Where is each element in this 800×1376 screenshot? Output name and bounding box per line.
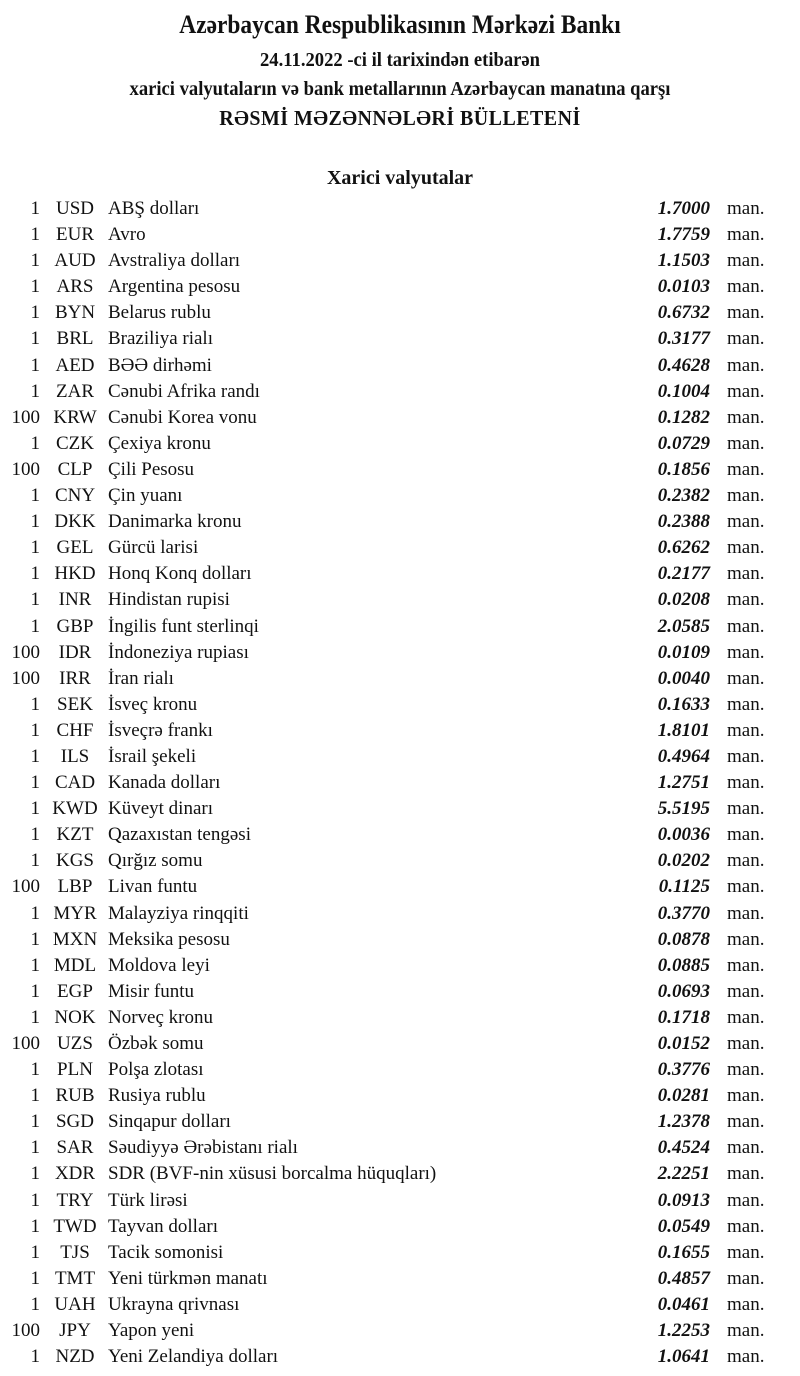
currency-code: TMT	[54, 1267, 96, 1289]
bank-title: Azərbaycan Respublikasının Mərkəzi Bankı	[179, 10, 621, 39]
currency-name: Çexiya kronu	[108, 432, 211, 454]
currency-quantity: 100	[11, 406, 40, 428]
currency-quantity: 1	[30, 224, 40, 246]
currency-rate: 0.0281	[657, 1085, 710, 1107]
currency-name: Yeni Zelandiya dolları	[108, 1346, 279, 1368]
currency-rate: 0.0208	[657, 589, 710, 611]
currency-quantity: 1	[30, 537, 40, 559]
currency-name: Malayziya rinqqiti	[108, 902, 249, 924]
currency-quantity: 1	[30, 1085, 40, 1107]
currency-row-brl	[0, 326, 800, 352]
currency-name: Çili Pesosu	[108, 458, 195, 480]
currency-quantity: 1	[30, 1059, 40, 1081]
currency-rate: 0.4964	[657, 745, 710, 767]
currency-rate: 0.0202	[657, 850, 710, 872]
currency-quantity: 1	[30, 1163, 40, 1185]
currency-row-pln	[0, 1057, 800, 1083]
currency-name: Rusiya rublu	[108, 1085, 206, 1107]
currency-name: Hindistan rupisi	[108, 589, 230, 611]
currency-row-tmt	[0, 1266, 800, 1292]
currency-row-krw	[0, 405, 800, 431]
currency-quantity: 1	[30, 745, 40, 767]
currency-code: SAR	[56, 1137, 94, 1159]
currency-rate: 0.3177	[657, 328, 710, 350]
currency-row-chf	[0, 718, 800, 744]
currency-name: Livan funtu	[108, 876, 198, 898]
subject-line: xarici valyutaların və bank metallarının Azərbaycan manatına qarşı	[129, 78, 671, 100]
currency-code: SGD	[55, 1111, 94, 1133]
rate-unit-label: man.	[727, 850, 765, 872]
rate-unit-label: man.	[727, 380, 765, 402]
currency-quantity: 1	[30, 432, 40, 454]
currency-name: Türk lirəsi	[108, 1189, 188, 1211]
currency-row-kgs	[0, 848, 800, 874]
currency-row-eur	[0, 222, 800, 248]
currency-quantity: 1	[30, 589, 40, 611]
currency-row-mdl	[0, 953, 800, 979]
currency-code: IRR	[59, 667, 91, 689]
currency-row-myr	[0, 901, 800, 927]
rate-unit-label: man.	[727, 1033, 765, 1054]
currency-quantity: 100	[11, 1033, 40, 1054]
rate-unit-label: man.	[727, 615, 765, 637]
currency-name: ABŞ dolları	[108, 198, 200, 219]
currency-code: PLN	[57, 1059, 93, 1081]
currency-rate: 1.0641	[657, 1346, 710, 1368]
currency-rate: 5.5195	[657, 798, 710, 820]
currency-rate: 0.0109	[657, 641, 710, 663]
currency-row-sgd	[0, 1109, 800, 1135]
currency-name: Moldova leyi	[108, 954, 210, 976]
currency-code: GBP	[56, 615, 94, 637]
currency-code: KRW	[53, 406, 97, 428]
rate-unit-label: man.	[727, 485, 765, 507]
currency-row-cny	[0, 483, 800, 509]
currency-quantity: 1	[30, 1293, 40, 1315]
currency-name: Ukrayna qrivnası	[108, 1293, 240, 1315]
currency-rate: 0.0152	[657, 1033, 710, 1054]
rate-unit-label: man.	[727, 1267, 765, 1289]
currency-rate: 1.7759	[657, 224, 710, 246]
currency-name: İngilis funt sterlinqi	[108, 615, 259, 637]
currency-name: Qırğız somu	[108, 850, 203, 872]
currency-rate: 0.2388	[657, 511, 710, 533]
currency-name: SDR (BVF-nin xüsusi borcalma hüquqları)	[108, 1163, 437, 1185]
currency-quantity: 1	[30, 1006, 40, 1028]
currency-quantity: 1	[30, 693, 40, 715]
currency-quantity: 1	[30, 824, 40, 846]
rate-unit-label: man.	[727, 1189, 765, 1211]
currency-rate: 0.0103	[657, 276, 710, 298]
rate-unit-label: man.	[727, 719, 765, 741]
rate-unit-label: man.	[727, 798, 765, 820]
currency-quantity: 1	[30, 772, 40, 794]
currency-quantity: 1	[30, 380, 40, 402]
currency-rate: 0.0885	[657, 954, 710, 976]
rate-unit-label: man.	[727, 902, 765, 924]
currency-rate: 0.0913	[657, 1189, 710, 1211]
rate-unit-label: man.	[727, 537, 765, 559]
currency-code: ARS	[56, 276, 94, 298]
currency-row-hkd	[0, 561, 800, 587]
currency-row-xdr	[0, 1161, 800, 1187]
currency-quantity: 1	[30, 1137, 40, 1159]
rate-unit-label: man.	[727, 1111, 765, 1133]
currency-name: Gürcü larisi	[108, 537, 199, 559]
currency-name: Küveyt dinarı	[108, 798, 214, 820]
currency-row-ils	[0, 744, 800, 770]
currency-name: Braziliya rialı	[108, 328, 213, 350]
currency-row-try	[0, 1188, 800, 1214]
rate-unit-label: man.	[727, 641, 765, 663]
currency-name: Danimarka kronu	[108, 511, 242, 533]
currency-quantity: 1	[30, 928, 40, 950]
currency-quantity: 1	[30, 198, 40, 219]
currency-row-uzs	[0, 1031, 800, 1057]
currency-name: Yeni türkmən manatı	[108, 1267, 268, 1289]
currency-row-irr	[0, 666, 800, 692]
currency-code: BRL	[56, 328, 94, 350]
currency-code: EUR	[56, 224, 94, 246]
currency-rate: 0.0878	[657, 928, 710, 950]
rate-unit-label: man.	[727, 824, 765, 846]
currency-rate: 0.0040	[657, 667, 710, 689]
rate-unit-label: man.	[727, 928, 765, 950]
rate-unit-label: man.	[727, 745, 765, 767]
currency-code: DKK	[54, 511, 96, 533]
rate-unit-label: man.	[727, 589, 765, 611]
currency-rate: 0.4524	[657, 1137, 710, 1159]
rate-unit-label: man.	[727, 693, 765, 715]
currency-quantity: 1	[30, 1189, 40, 1211]
currency-name: Qazaxıstan tengəsi	[108, 824, 251, 846]
currency-row-aed	[0, 353, 800, 379]
currency-rate: 0.4628	[657, 354, 710, 376]
rate-unit-label: man.	[727, 406, 765, 428]
currency-rate: 0.6732	[657, 302, 710, 324]
currency-rates-table	[0, 196, 800, 1370]
currency-name: Avro	[108, 224, 146, 246]
currency-quantity: 1	[30, 1111, 40, 1133]
currency-quantity: 100	[11, 458, 40, 480]
currency-rate: 0.1633	[657, 693, 710, 715]
rate-unit-label: man.	[727, 1320, 765, 1342]
rate-unit-label: man.	[727, 432, 765, 454]
currency-rate: 0.0036	[657, 824, 710, 846]
currency-code: TJS	[60, 1241, 90, 1263]
currency-code: TRY	[56, 1189, 94, 1211]
currency-row-lbp	[0, 874, 800, 900]
rate-unit-label: man.	[727, 980, 765, 1002]
currency-code: CZK	[56, 432, 94, 454]
effective-date-line: 24.11.2022 -ci il tarixindən etibarən	[259, 49, 541, 71]
currency-row-uah	[0, 1292, 800, 1318]
currency-quantity: 1	[30, 902, 40, 924]
currency-code: LBP	[57, 876, 93, 898]
currency-row-mxn	[0, 927, 800, 953]
currency-rate: 2.0585	[657, 615, 710, 637]
currency-code: USD	[55, 198, 94, 219]
rate-unit-label: man.	[727, 328, 765, 350]
rate-unit-label: man.	[727, 1059, 765, 1081]
currency-quantity: 1	[30, 328, 40, 350]
currency-code: HKD	[54, 563, 96, 585]
currency-rate: 0.0729	[657, 432, 710, 454]
currency-quantity: 1	[30, 954, 40, 976]
currency-name: İsveçrə frankı	[108, 719, 213, 741]
currency-rate: 0.0549	[657, 1215, 710, 1237]
currency-row-egp	[0, 979, 800, 1005]
currency-rate: 0.3776	[657, 1059, 710, 1081]
currency-code: MYR	[53, 902, 97, 924]
currency-rate: 0.1004	[657, 380, 710, 402]
rate-unit-label: man.	[727, 1293, 765, 1315]
currency-name: Norveç kronu	[108, 1006, 213, 1028]
currency-rate: 0.6262	[657, 537, 710, 559]
rate-unit-label: man.	[727, 563, 765, 585]
currency-quantity: 100	[11, 1320, 40, 1342]
currency-row-nzd	[0, 1344, 800, 1370]
currency-quantity: 1	[30, 1215, 40, 1237]
currency-name: Avstraliya dolları	[108, 250, 241, 272]
rate-unit-label: man.	[727, 1241, 765, 1263]
currency-name: Çin yuanı	[108, 485, 183, 507]
currency-quantity: 1	[30, 1267, 40, 1289]
currency-code: ILS	[60, 745, 90, 767]
rate-unit-label: man.	[727, 876, 765, 898]
currency-quantity: 1	[30, 276, 40, 298]
currency-rate: 0.1856	[657, 458, 710, 480]
currency-code: BYN	[54, 302, 96, 324]
currency-rate: 2.2251	[657, 1163, 710, 1185]
currency-name: Honq Konq dolları	[108, 563, 252, 585]
currency-name: Misir funtu	[108, 980, 195, 1002]
currency-name: Polşa zlotası	[108, 1059, 204, 1081]
currency-code: UAH	[54, 1293, 96, 1315]
currency-rate: 0.1655	[657, 1241, 710, 1263]
currency-quantity: 1	[30, 563, 40, 585]
rate-unit-label: man.	[727, 667, 765, 689]
currency-rate: 0.0693	[657, 980, 710, 1002]
rate-unit-label: man.	[727, 1163, 765, 1185]
currency-code: CAD	[54, 772, 96, 794]
currency-code: KWD	[52, 798, 98, 820]
currency-name: Meksika pesosu	[108, 928, 230, 950]
rate-unit-label: man.	[727, 1137, 765, 1159]
currency-rate: 1.8101	[657, 719, 710, 741]
rate-unit-label: man.	[727, 1215, 765, 1237]
currency-quantity: 1	[30, 980, 40, 1002]
currency-rate: 1.2378	[657, 1111, 710, 1133]
currency-row-gel	[0, 535, 800, 561]
currency-code: ZAR	[56, 380, 94, 402]
currency-name: İndoneziya rupiası	[108, 641, 249, 663]
currency-quantity: 1	[30, 250, 40, 272]
currency-code: NOK	[54, 1006, 96, 1028]
currency-rate: 0.0461	[657, 1293, 710, 1315]
currency-name: Sinqapur dolları	[108, 1111, 231, 1133]
section-title-foreign-currencies: Xarici valyutalar	[326, 167, 474, 189]
currency-rate: 0.1282	[657, 406, 710, 428]
currency-code: KGS	[55, 850, 94, 872]
rate-unit-label: man.	[727, 772, 765, 794]
rate-unit-label: man.	[727, 302, 765, 324]
rate-unit-label: man.	[727, 511, 765, 533]
currency-quantity: 1	[30, 615, 40, 637]
currency-code: MXN	[52, 928, 98, 950]
currency-row-czk	[0, 431, 800, 457]
currency-code: IDR	[58, 641, 92, 663]
currency-name: Səudiyyə Ərəbistanı rialı	[108, 1137, 298, 1159]
currency-row-inr	[0, 587, 800, 613]
currency-row-sar	[0, 1135, 800, 1161]
currency-code: CNY	[54, 485, 96, 507]
currency-rate: 0.3770	[657, 902, 710, 924]
currency-row-twd	[0, 1214, 800, 1240]
currency-name: İran rialı	[108, 667, 174, 689]
currency-row-zar	[0, 379, 800, 405]
currency-rate: 1.2253	[657, 1320, 710, 1342]
rate-unit-label: man.	[727, 1085, 765, 1107]
currency-code: KZT	[56, 824, 94, 846]
currency-code: RUB	[55, 1085, 95, 1107]
rate-unit-label: man.	[727, 354, 765, 376]
currency-code: UZS	[57, 1033, 93, 1054]
currency-name: Tayvan dolları	[108, 1215, 218, 1237]
currency-rate: 0.1125	[658, 876, 710, 898]
currency-quantity: 1	[30, 485, 40, 507]
currency-rate: 0.4857	[657, 1267, 710, 1289]
currency-name: İsveç kronu	[108, 693, 198, 715]
currency-rate: 1.2751	[657, 772, 710, 794]
currency-name: Özbək somu	[108, 1033, 204, 1054]
currency-row-rub	[0, 1083, 800, 1109]
currency-name: Belarus rublu	[108, 302, 211, 324]
currency-quantity: 1	[30, 850, 40, 872]
currency-quantity: 1	[30, 1241, 40, 1263]
currency-rate: 1.1503	[657, 250, 710, 272]
rate-unit-label: man.	[727, 224, 765, 246]
currency-row-aud	[0, 248, 800, 274]
currency-name: Argentina pesosu	[108, 276, 241, 298]
currency-row-sek	[0, 692, 800, 718]
currency-code: XDR	[54, 1163, 96, 1185]
rate-unit-label: man.	[727, 1346, 765, 1368]
currency-quantity: 1	[30, 511, 40, 533]
currency-quantity: 1	[30, 1346, 40, 1368]
currency-row-ars	[0, 274, 800, 300]
currency-code: EGP	[57, 980, 93, 1002]
currency-row-jpy	[0, 1318, 800, 1344]
rate-unit-label: man.	[727, 198, 765, 219]
currency-quantity: 1	[30, 354, 40, 376]
currency-name: BƏƏ dirhəmi	[108, 354, 212, 376]
currency-quantity: 1	[30, 798, 40, 820]
currency-code: SEK	[57, 693, 93, 715]
currency-code: CLP	[57, 458, 93, 480]
bulletin-header	[0, 0, 800, 130]
currency-rate: 1.7000	[657, 198, 710, 219]
currency-name: Cənubi Korea vonu	[108, 406, 257, 428]
currency-row-idr	[0, 640, 800, 666]
currency-row-cad	[0, 770, 800, 796]
currency-row-usd	[0, 196, 800, 222]
currency-code: JPY	[59, 1320, 91, 1342]
currency-code: CHF	[56, 719, 94, 741]
currency-name: Cənubi Afrika randı	[108, 380, 260, 402]
currency-row-nok	[0, 1005, 800, 1031]
currency-name: Tacik somonisi	[108, 1241, 224, 1263]
currency-rate: 0.2382	[657, 485, 710, 507]
currency-quantity: 1	[30, 719, 40, 741]
rate-unit-label: man.	[727, 458, 765, 480]
currency-row-dkk	[0, 509, 800, 535]
currency-code: GEL	[56, 537, 94, 559]
currency-row-gbp	[0, 614, 800, 640]
currency-row-kwd	[0, 796, 800, 822]
currency-row-clp	[0, 457, 800, 483]
currency-code: TWD	[53, 1215, 97, 1237]
currency-quantity: 1	[30, 302, 40, 324]
currency-quantity: 100	[11, 876, 40, 898]
currency-code: AED	[55, 354, 95, 376]
currency-rate: 0.1718	[657, 1006, 710, 1028]
bulletin-title: RƏSMİ MƏZƏNNƏLƏRİ BÜLLETENİ	[219, 106, 581, 130]
currency-code: MDL	[53, 954, 97, 976]
rate-unit-label: man.	[727, 954, 765, 976]
currency-name: Kanada dolları	[108, 772, 221, 794]
currency-name: Yapon yeni	[108, 1320, 195, 1342]
currency-row-byn	[0, 300, 800, 326]
rate-unit-label: man.	[727, 1006, 765, 1028]
currency-rate: 0.2177	[657, 563, 710, 585]
currency-code: AUD	[54, 250, 96, 272]
currency-code: NZD	[55, 1346, 95, 1368]
currency-name: İsrail şekeli	[108, 745, 197, 767]
currency-quantity: 100	[11, 641, 40, 663]
rate-unit-label: man.	[727, 250, 765, 272]
currency-row-kzt	[0, 822, 800, 848]
currency-quantity: 100	[11, 667, 40, 689]
rate-unit-label: man.	[727, 276, 765, 298]
currency-row-tjs	[0, 1240, 800, 1266]
currency-code: INR	[58, 589, 92, 611]
